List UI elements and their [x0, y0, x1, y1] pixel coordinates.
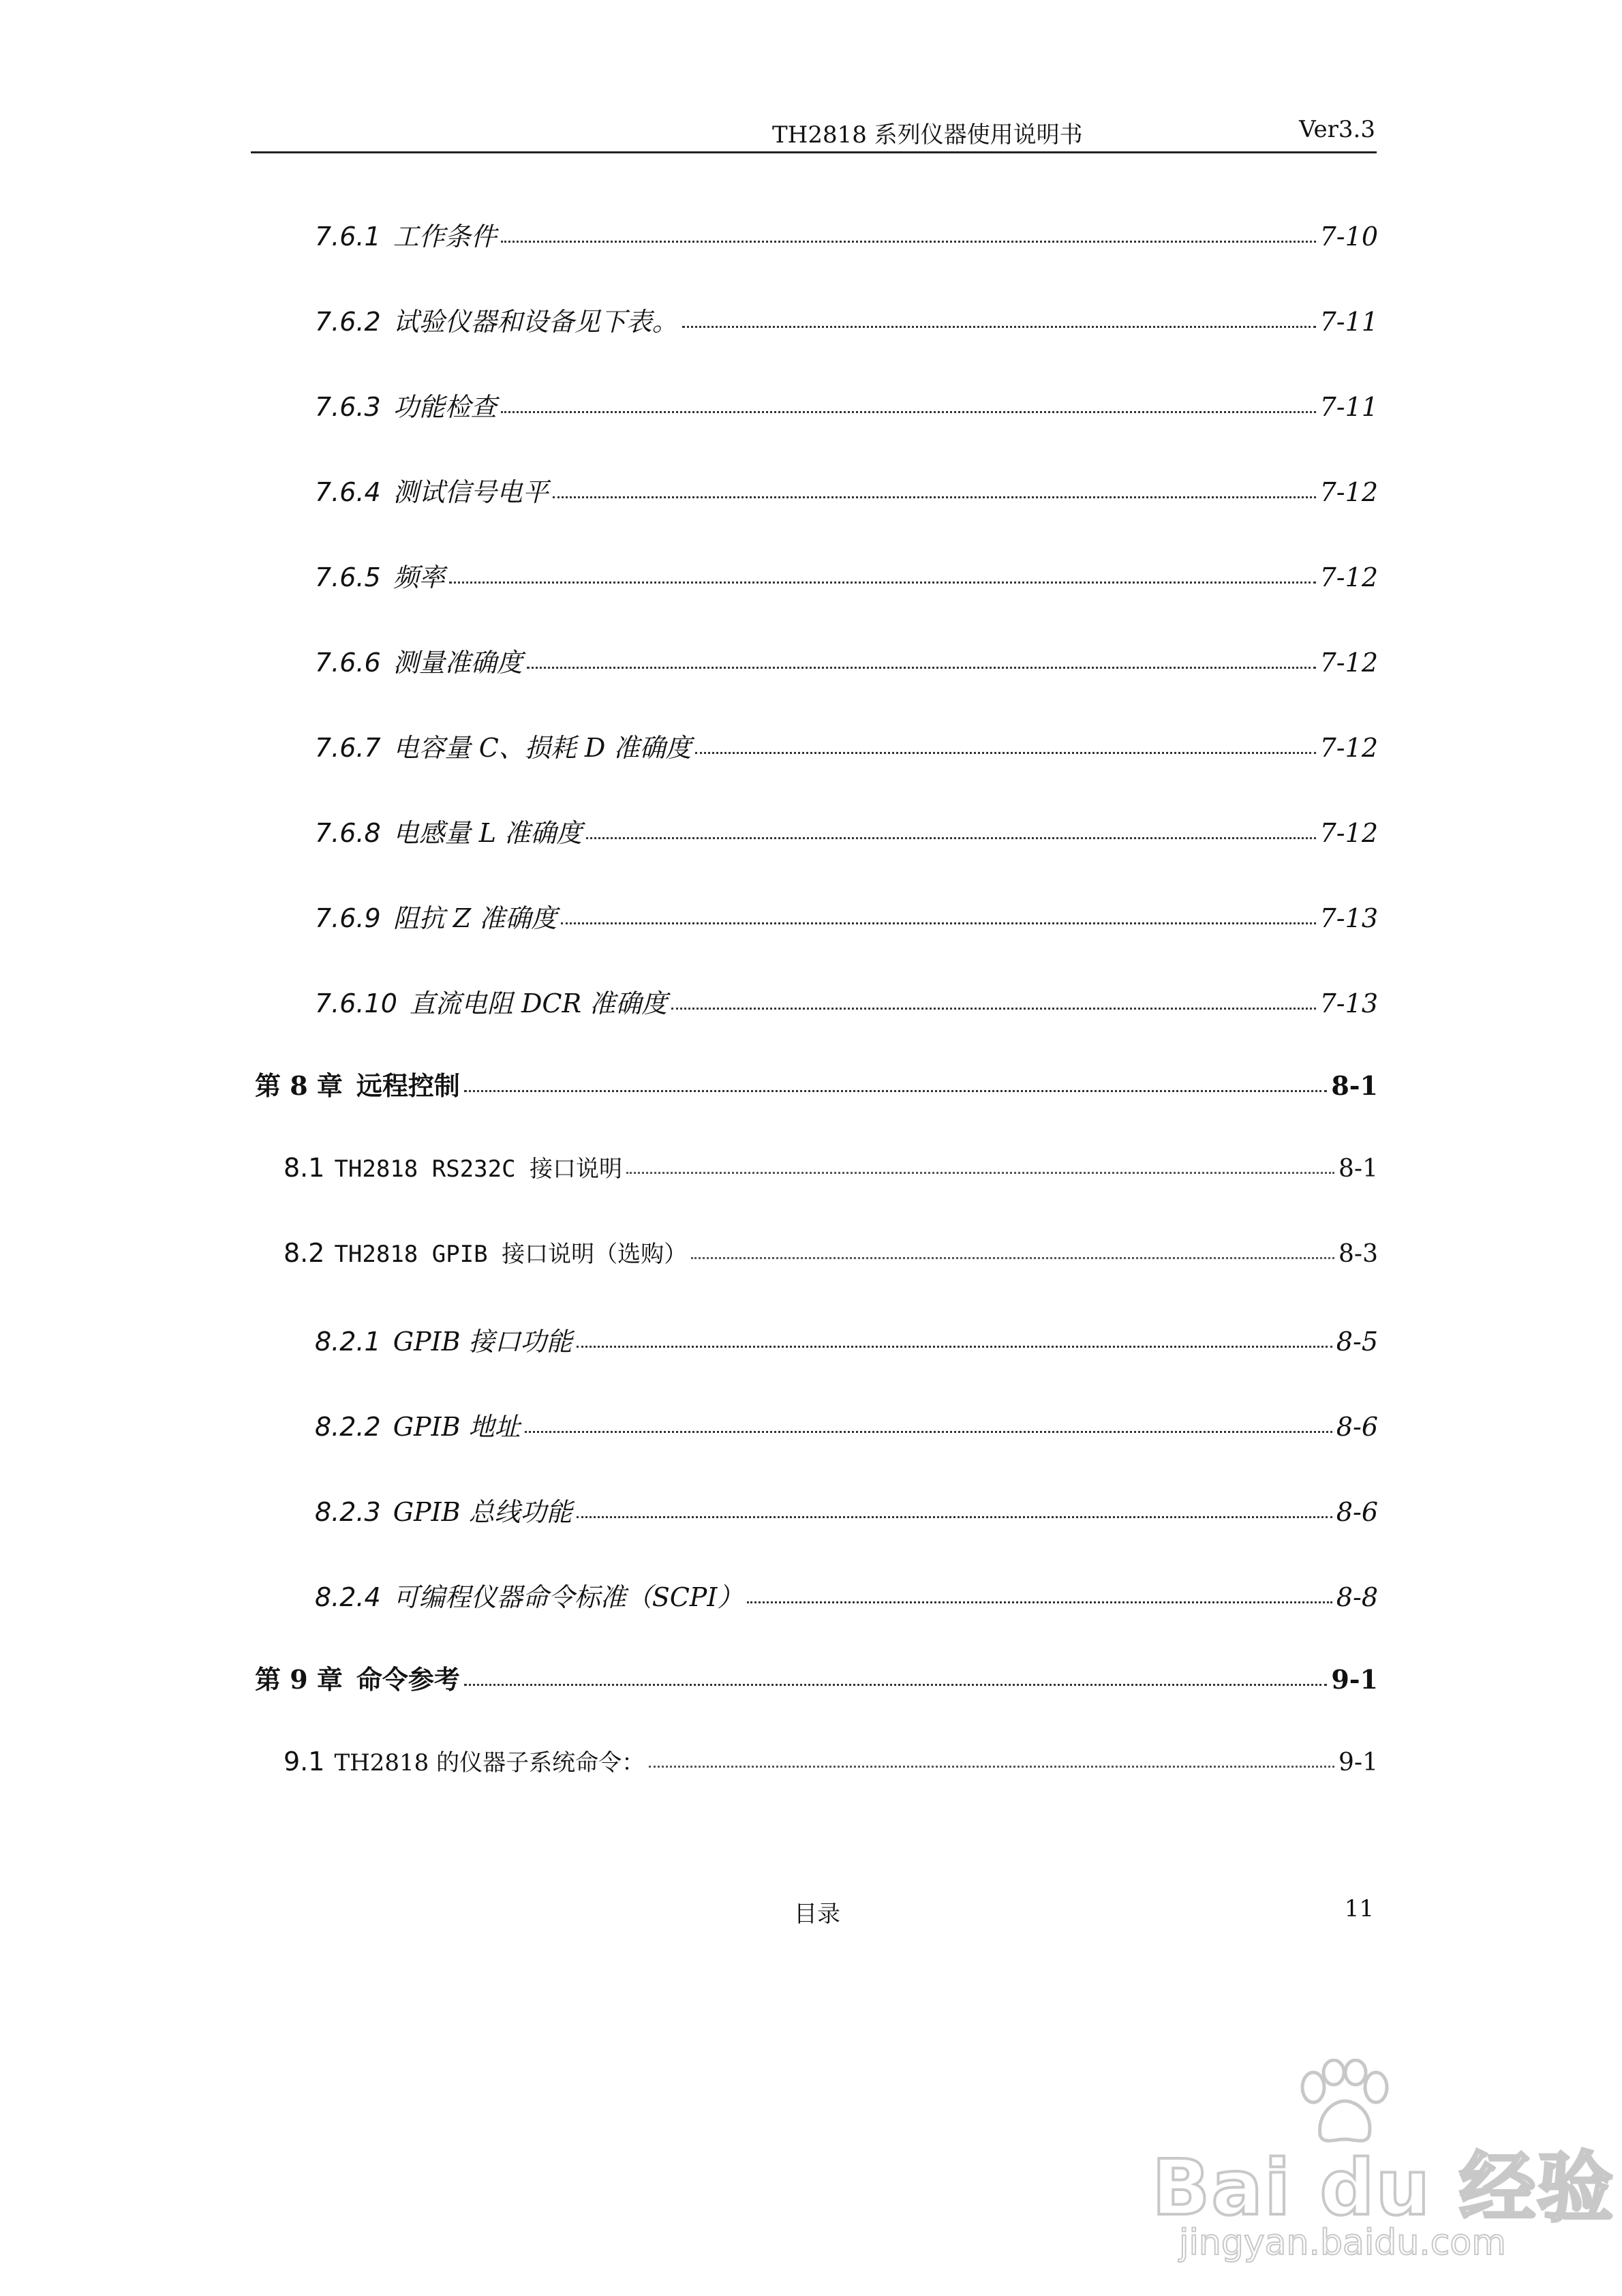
toc-entry-page: 7-13 — [1319, 988, 1378, 1018]
toc-entry-label: 功能检查 — [393, 392, 497, 422]
toc-section-page: 9-1 — [1338, 1749, 1378, 1777]
dot-leader — [577, 1346, 1332, 1348]
toc-entry-label: GPIB 接口功能 — [393, 1327, 572, 1357]
toc-section-entry[interactable] — [284, 1744, 1378, 1785]
toc-entry-page: 7-12 — [1319, 648, 1378, 678]
document-title: TH2818 系列仪器使用说明书 — [772, 121, 1083, 149]
toc-section-number: 8.1 — [284, 1153, 325, 1183]
page-number: 11 — [1344, 1895, 1374, 1922]
toc-entry-number: 7.6.2 — [315, 307, 381, 337]
toc-section-label: TH2818 的仪器子系统命令： — [334, 1749, 645, 1777]
dot-leader — [501, 241, 1316, 243]
toc-entry-label: 试验仪器和设备见下表。 — [393, 307, 678, 337]
toc-entry-page: 8-6 — [1336, 1412, 1378, 1442]
toc-entry-number: 7.6.8 — [315, 818, 381, 848]
toc-section-entry[interactable] — [284, 1150, 1378, 1191]
dot-leader — [527, 667, 1316, 669]
toc-entry-page: 7-11 — [1319, 307, 1378, 337]
toc-entry-page: 7-10 — [1319, 222, 1378, 252]
toc-chapter-entry[interactable] — [255, 1065, 1378, 1106]
toc-section-number: 9.1 — [284, 1747, 325, 1777]
toc-entry-number: 8.2.4 — [315, 1582, 381, 1612]
toc-section-label: TH2818 GPIB 接口说明（选购） — [334, 1241, 688, 1268]
toc-entry-label: 直流电阻 DCR 准确度 — [409, 988, 668, 1018]
toc-entry[interactable] — [315, 301, 1378, 342]
dot-leader — [682, 326, 1316, 328]
toc-entry-label: 电容量 C、损耗 D 准确度 — [393, 733, 692, 763]
toc-section-page: 8-3 — [1338, 1240, 1378, 1268]
dot-leader — [626, 1172, 1334, 1174]
toc-chapter-label: 命令参考 — [356, 1664, 460, 1695]
dot-leader — [577, 1516, 1332, 1518]
page-footer — [251, 1895, 1377, 1929]
toc-entry-page: 7-12 — [1319, 477, 1378, 507]
toc-entry[interactable] — [315, 1406, 1378, 1447]
dot-leader — [449, 581, 1316, 584]
dot-leader — [691, 1257, 1334, 1259]
dot-leader — [671, 1008, 1315, 1010]
toc-entry-number: 7.6.4 — [315, 477, 381, 507]
toc-entry-label: GPIB 总线功能 — [393, 1497, 572, 1527]
toc-entry-label: 可编程仪器命令标准（SCPI） — [393, 1582, 744, 1612]
toc-entry-label: 阻抗 Z 准确度 — [393, 903, 557, 933]
dot-leader — [525, 1431, 1332, 1433]
toc-entry[interactable] — [315, 556, 1378, 597]
toc-entry-number: 7.6.7 — [315, 733, 381, 763]
dot-leader — [747, 1601, 1332, 1603]
toc-entry-page: 8-8 — [1336, 1582, 1378, 1612]
toc-entry-page: 8-6 — [1336, 1497, 1378, 1527]
document-version: Ver3.3 — [1299, 116, 1375, 143]
toc-entry-page: 7-13 — [1319, 903, 1378, 933]
watermark-url: jingyan.baidu.com — [1179, 2222, 1506, 2263]
baidu-jingyan-watermark — [1152, 2059, 1615, 2263]
toc-entry-label: 测量准确度 — [393, 648, 523, 678]
toc-entry[interactable] — [315, 471, 1378, 512]
dot-leader — [649, 1766, 1334, 1768]
toc-chapter-number: 第 8 章 — [255, 1070, 343, 1101]
dot-leader — [561, 922, 1315, 924]
footer-section-name: 目录 — [794, 1901, 840, 1928]
dot-leader — [695, 752, 1315, 754]
toc-entry[interactable] — [315, 1491, 1378, 1532]
toc-entry-page: 7-12 — [1319, 733, 1378, 763]
toc-chapter-number: 第 9 章 — [255, 1664, 343, 1695]
toc-entry[interactable] — [315, 641, 1378, 682]
toc-entry-label: 频率 — [393, 562, 445, 592]
toc-entry[interactable] — [315, 386, 1378, 427]
toc-entry-number: 7.6.5 — [315, 562, 381, 592]
toc-entry[interactable] — [315, 215, 1378, 256]
toc-chapter-page: 8-1 — [1331, 1070, 1378, 1101]
toc-entry-page: 7-12 — [1319, 562, 1378, 592]
toc-section-entry[interactable] — [284, 1235, 1378, 1276]
dot-leader — [553, 496, 1316, 498]
toc-entry-number: 7.6.6 — [315, 648, 381, 678]
toc-section-label: TH2818 RS232C 接口说明 — [334, 1155, 623, 1183]
toc-entry[interactable] — [315, 897, 1378, 938]
toc-chapter-page: 9-1 — [1331, 1664, 1378, 1695]
toc-entry-number: 8.2.1 — [315, 1327, 381, 1357]
toc-entry-page: 7-12 — [1319, 818, 1378, 848]
toc-entry-number: 7.6.3 — [315, 392, 381, 422]
toc-entry-number: 8.2.3 — [315, 1497, 381, 1527]
dot-leader — [464, 1684, 1327, 1686]
toc-entry[interactable] — [315, 1320, 1378, 1361]
toc-entry[interactable] — [315, 727, 1378, 768]
toc-entry-number: 7.6.9 — [315, 903, 381, 933]
dot-leader — [501, 411, 1316, 413]
toc-section-page: 8-1 — [1338, 1155, 1378, 1183]
toc-entry-number: 7.6.1 — [315, 222, 381, 252]
toc-entry-page: 7-11 — [1319, 392, 1378, 422]
toc-entry[interactable] — [315, 982, 1378, 1023]
dot-leader — [586, 837, 1316, 839]
toc-entry-label: 工作条件 — [393, 222, 497, 252]
watermark-brand: Bai du 经验 — [1152, 2144, 1615, 2233]
toc-entry-label: 电感量 L 准确度 — [393, 818, 583, 848]
toc-entry-label: GPIB 地址 — [393, 1412, 521, 1442]
toc-entry[interactable] — [315, 1576, 1378, 1617]
dot-leader — [464, 1090, 1327, 1092]
toc-entry-page: 8-5 — [1336, 1327, 1378, 1357]
toc-chapter-entry[interactable] — [255, 1659, 1378, 1700]
toc-entry-label: 测试信号电平 — [393, 477, 549, 507]
toc-entry-number: 7.6.10 — [315, 988, 397, 1018]
toc-entry-number: 8.2.2 — [315, 1412, 381, 1442]
toc-entry[interactable] — [315, 812, 1378, 853]
toc-section-number: 8.2 — [284, 1238, 325, 1268]
toc-chapter-label: 远程控制 — [356, 1070, 460, 1101]
